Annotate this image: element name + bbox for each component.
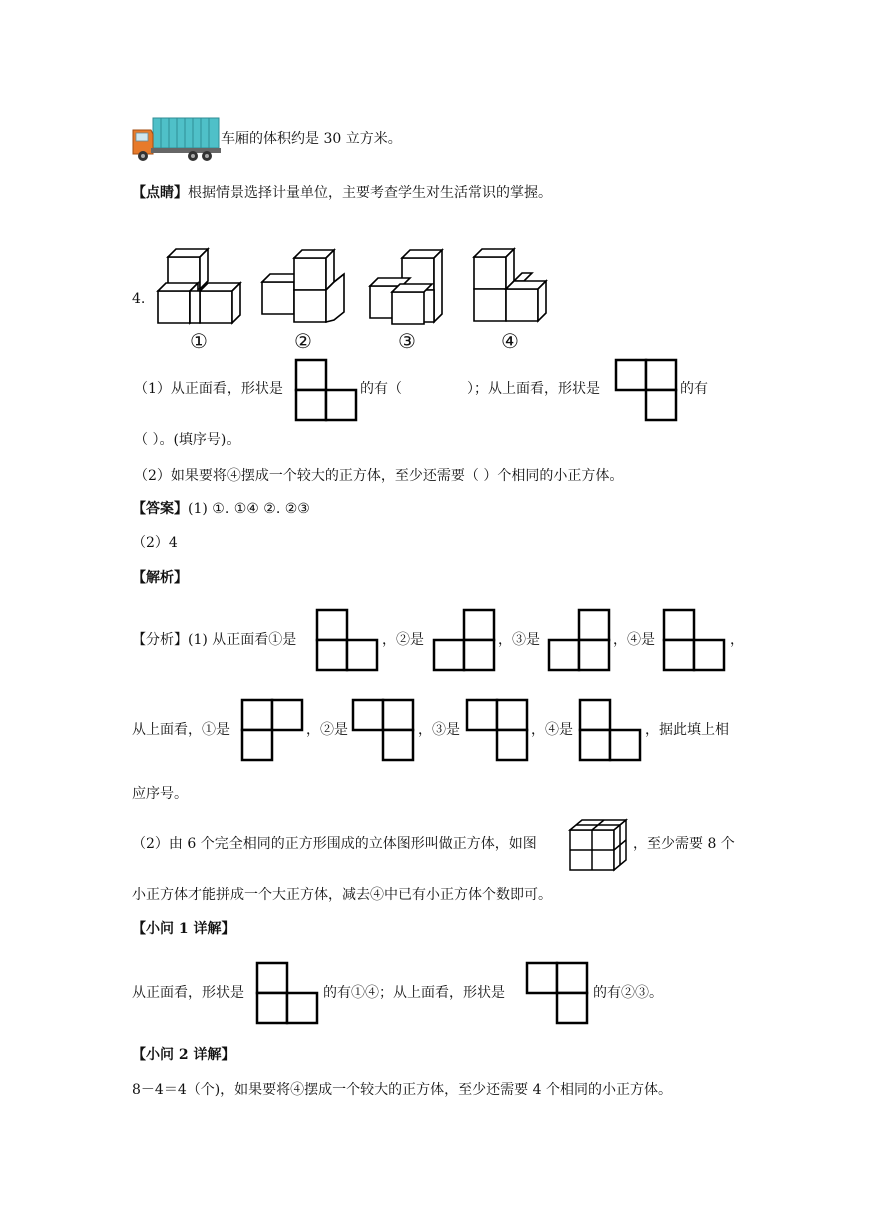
dianjing-line <box>132 183 552 203</box>
front-view-2 <box>432 608 496 672</box>
cube-text-a: （2）由 6 个完全相同的正方形围成的立体图形叫做正方体，如图 <box>132 836 537 852</box>
front-view-1 <box>315 608 379 672</box>
figure-2-cubes <box>259 246 354 326</box>
answer-line-1 <box>132 499 310 519</box>
q1-top-shape <box>614 358 678 422</box>
analysis-tag: 【解析】 <box>132 570 188 586</box>
detail1-text-c: 的有②③。 <box>593 985 663 1001</box>
detail2-tag: 【小问 2 详解】 <box>132 1047 236 1063</box>
top-view-2 <box>351 698 415 762</box>
q1-text-a: （1）从正面看，形状是 <box>134 381 283 397</box>
q1-text-d: 的有 <box>680 381 708 397</box>
top-text-c: ，③是 <box>418 722 460 738</box>
detail1-top-shape <box>525 961 589 1025</box>
front-text-e: ， <box>730 632 744 648</box>
top-text-d: ，④是 <box>531 722 573 738</box>
front-text-b: ，②是 <box>382 632 424 648</box>
dianjing-text: 根据情景选择计量单位，主要考查学生对生活常识的掌握。 <box>188 185 552 201</box>
figure-3-cubes <box>367 246 462 326</box>
big-cube-figure <box>568 818 630 872</box>
figure-1-cubes <box>155 246 250 326</box>
top-view-3 <box>465 698 529 762</box>
top-text-b: ，②是 <box>306 722 348 738</box>
cube-text-b: ，至少需要 8 个 <box>633 836 735 852</box>
detail1-front-shape <box>255 961 319 1025</box>
q1-text-c: ）；从上面看，形状是 <box>467 381 600 397</box>
figure-label-3: ③ <box>398 329 416 353</box>
truck-text: 车厢的体积约是 30 立方米。 <box>221 131 402 147</box>
q1-line2: （ ）。(填序号)。 <box>134 432 241 448</box>
detail2-text: 8－4＝4（个)，如果要将④摆成一个较大的正方体，至少还需要 4 个相同的小正方体。 <box>132 1082 672 1098</box>
q1-front-shape <box>294 358 358 422</box>
top-line-2: 应序号。 <box>132 786 188 802</box>
detail1-tag: 【小问 1 详解】 <box>132 921 236 937</box>
front-text-a: 【分析】(1) 从正面看①是 <box>132 632 297 648</box>
detail1-text-b: 的有①④；从上面看，形状是 <box>323 985 505 1001</box>
front-text-d: ，④是 <box>613 632 655 648</box>
figure-label-1: ① <box>190 329 208 353</box>
answer-text-1: (1) ①. ①④ ②. ②③ <box>188 501 310 517</box>
cube-line-2: 小正方体才能拼成一个大正方体，减去④中已有小正方体个数即可。 <box>132 887 552 903</box>
figure-label-4: ④ <box>501 329 519 353</box>
q1-text-b: 的有（ <box>360 381 402 397</box>
figure-label-2: ② <box>294 329 312 353</box>
front-text-c: ，③是 <box>498 632 540 648</box>
question-number: 4. <box>132 291 146 307</box>
answer-tag: 【答案】 <box>132 501 188 517</box>
top-view-1 <box>240 698 304 762</box>
front-view-4 <box>662 608 726 672</box>
q2-text: （2）如果要将④摆成一个较大的正方体，至少还需要（ ）个相同的小正方体。 <box>134 468 624 484</box>
top-text-a: 从上面看，①是 <box>132 722 230 738</box>
figure-4-cubes <box>471 246 566 326</box>
answer-line-2: （2）4 <box>132 535 178 551</box>
dianjing-tag: 【点睛】 <box>132 185 188 201</box>
front-view-3 <box>547 608 611 672</box>
top-view-4 <box>578 698 642 762</box>
detail1-text-a: 从正面看，形状是 <box>132 985 244 1001</box>
top-text-e: ，据此填上相 <box>645 722 729 738</box>
truck-image <box>131 116 223 164</box>
